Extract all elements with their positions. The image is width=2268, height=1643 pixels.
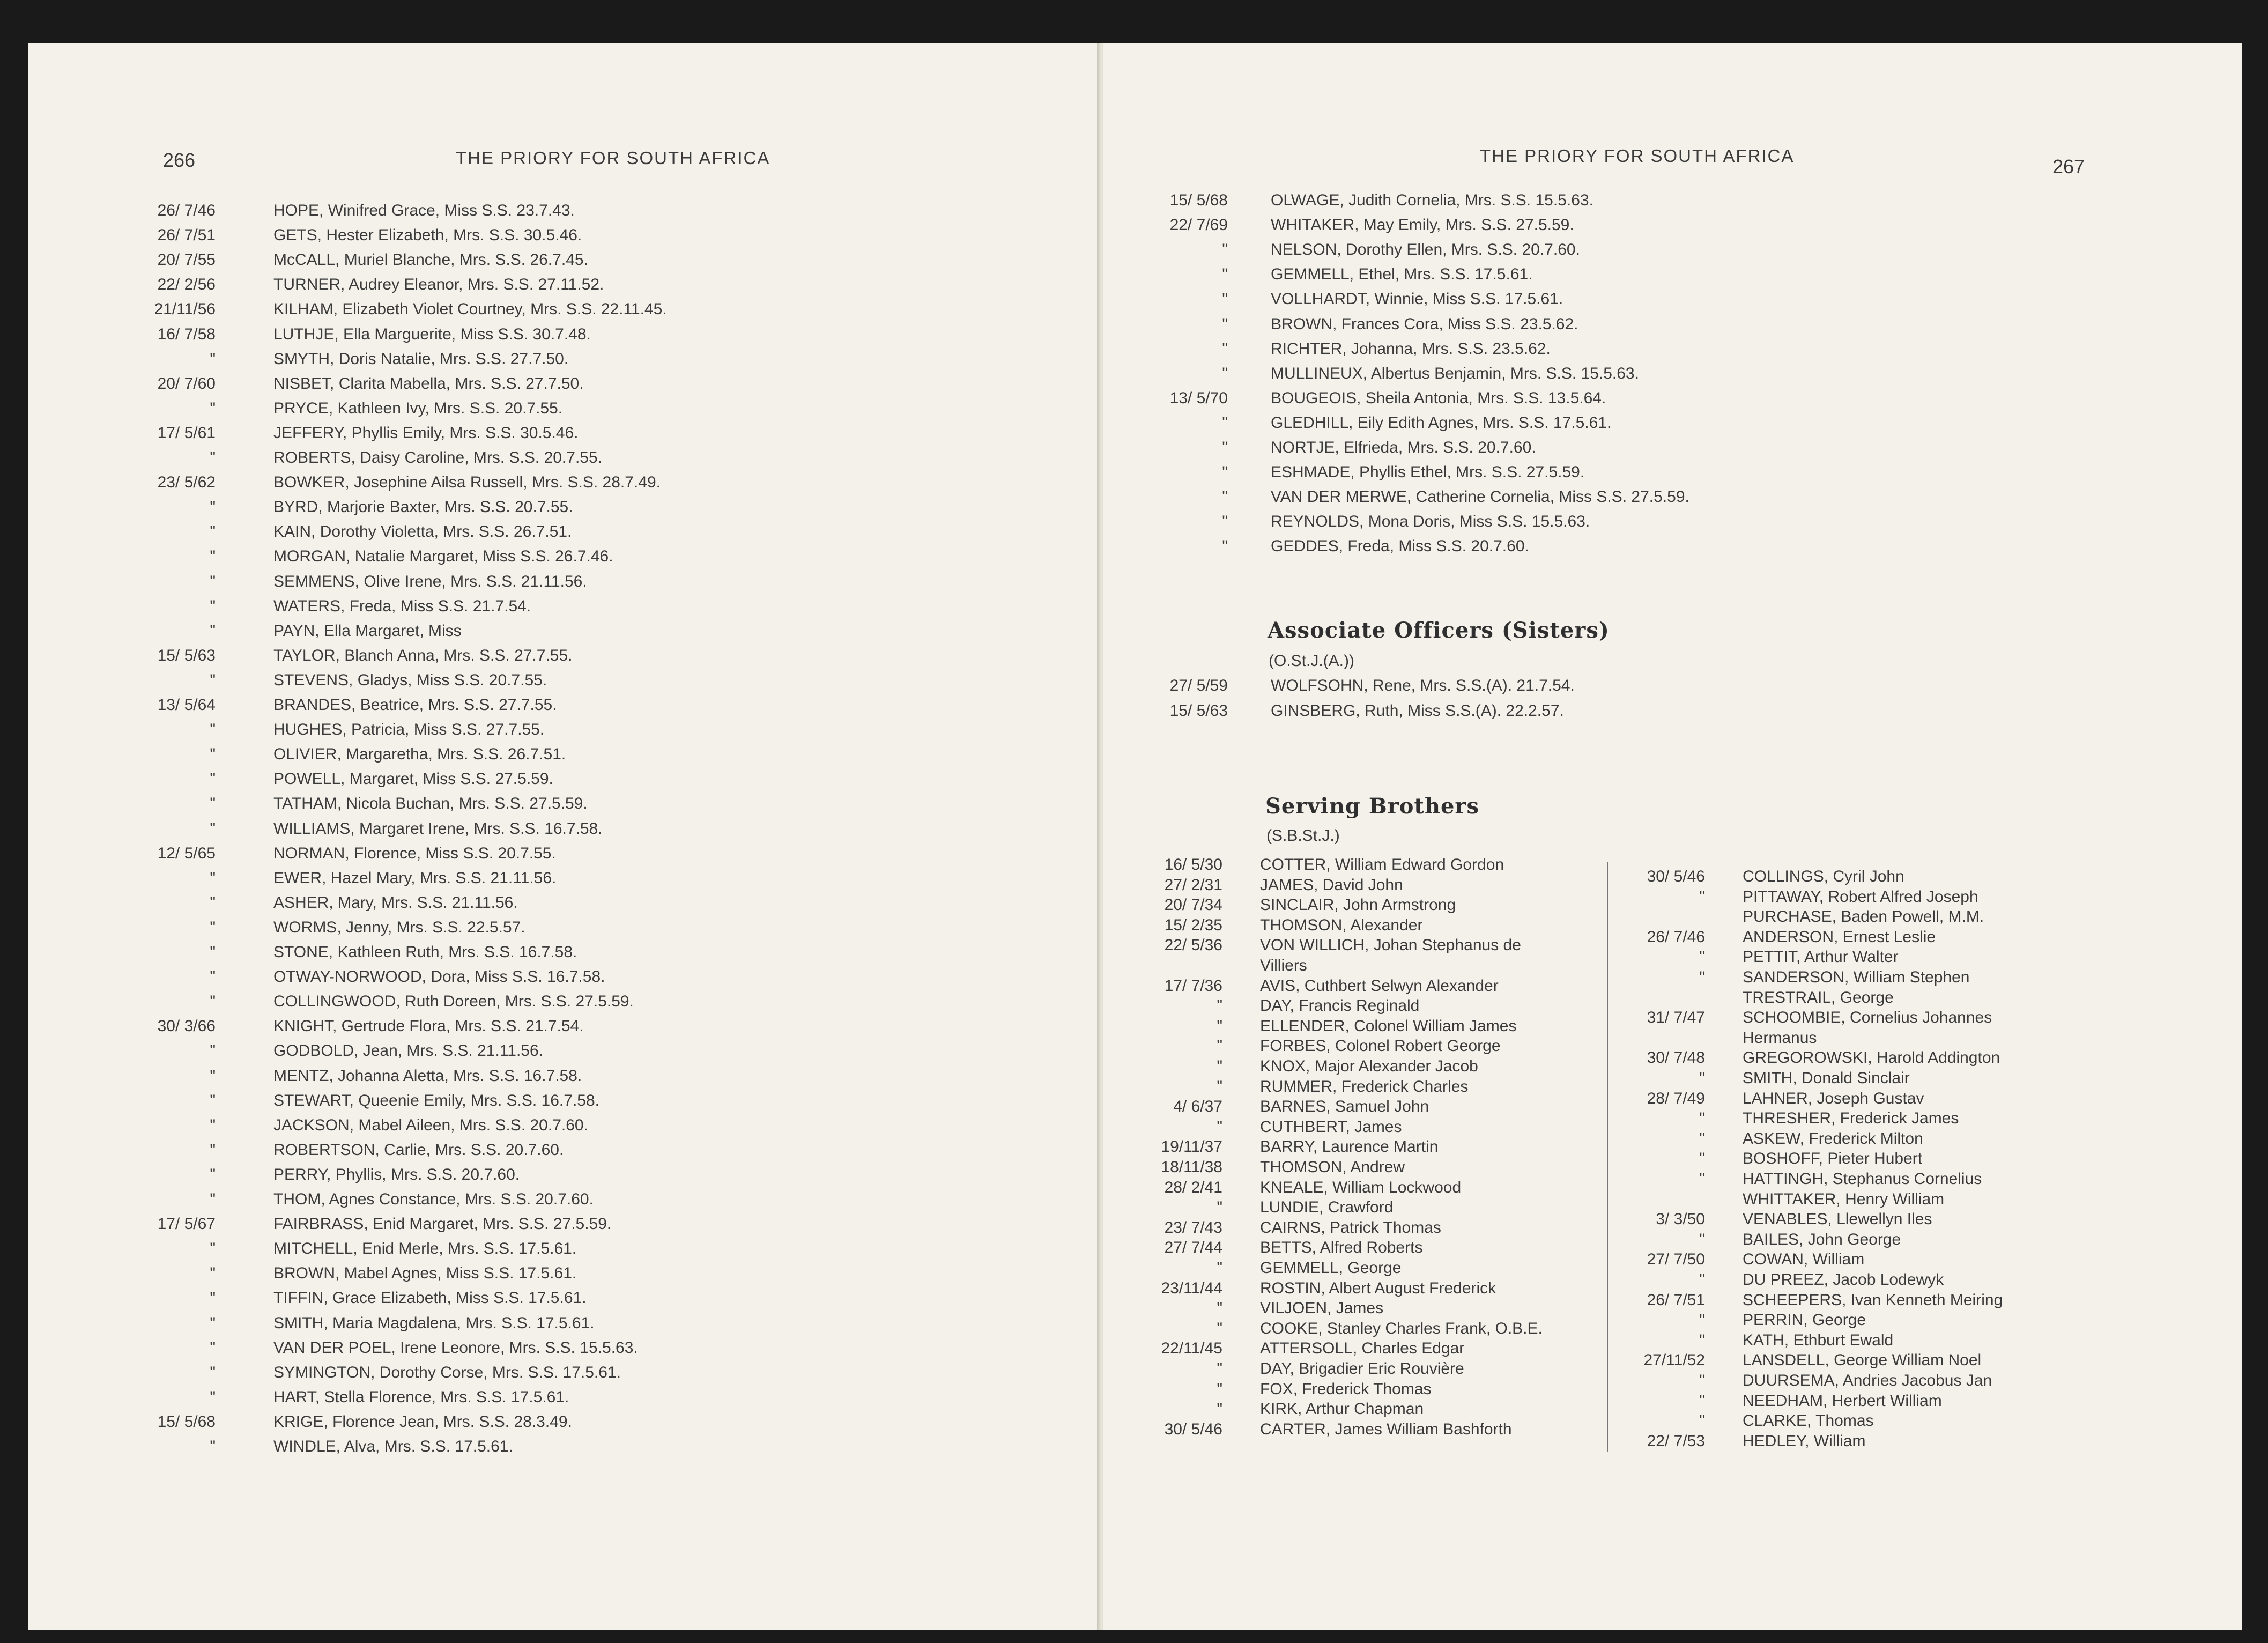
entry-name: ROSTIN, Albert August Frederick — [1260, 1279, 1496, 1297]
entry-date: " — [210, 869, 216, 887]
entry-name: VAN DER POEL, Irene Leonore, Mrs. S.S. 15.5.63. — [273, 1339, 638, 1357]
entry-date: 20/ 7/60 — [157, 375, 216, 393]
entry-date: " — [1217, 1037, 1222, 1055]
entry-date: " — [1699, 1392, 1705, 1410]
entry-date: 17/ 5/67 — [157, 1215, 216, 1233]
entry-date: 27/11/52 — [1643, 1351, 1705, 1369]
entry-date: 27/ 5/59 — [1169, 677, 1228, 694]
entry-date: " — [1217, 1017, 1222, 1035]
entry-date: " — [1217, 1299, 1222, 1317]
entry-name: REYNOLDS, Mona Doris, Miss S.S. 15.5.63. — [1271, 513, 1590, 530]
entry-name: KNOX, Major Alexander Jacob — [1260, 1057, 1478, 1075]
entry-date: 19/11/37 — [1161, 1138, 1222, 1156]
entry-name: MENTZ, Johanna Aletta, Mrs. S.S. 16.7.58. — [273, 1067, 582, 1085]
entry-name: GETS, Hester Elizabeth, Mrs. S.S. 30.5.46. — [273, 226, 582, 244]
entry-date: " — [1222, 537, 1228, 555]
entry-name: COTTER, William Edward Gordon — [1260, 856, 1504, 874]
entry-name: LAHNER, Joseph Gustav — [1743, 1090, 1924, 1107]
entry-name: BOWKER, Josephine Ailsa Russell, Mrs. S.S. 28.7.49. — [273, 473, 661, 491]
entry-date: 15/ 5/63 — [1169, 702, 1228, 720]
entry-date: " — [1699, 1170, 1705, 1188]
entry-name: OTWAY-NORWOOD, Dora, Miss S.S. 16.7.58. — [273, 968, 605, 986]
entry-name: THOMSON, Alexander — [1260, 916, 1423, 934]
entry-date: " — [210, 1166, 216, 1183]
entry-date: " — [210, 399, 216, 417]
entry-name: HUGHES, Patricia, Miss S.S. 27.7.55. — [273, 721, 545, 738]
entry-date: " — [1699, 1231, 1705, 1248]
entry-date: " — [210, 449, 216, 467]
entry-name: OLIVIER, Margaretha, Mrs. S.S. 26.7.51. — [273, 745, 566, 763]
entry-name: GEMMELL, George — [1260, 1259, 1402, 1277]
entry-name: WATERS, Freda, Miss S.S. 21.7.54. — [273, 597, 531, 615]
entry-name: BROWN, Frances Cora, Miss S.S. 23.5.62. — [1271, 315, 1578, 333]
entry-date: " — [1217, 1118, 1222, 1136]
entry-name: HART, Stella Florence, Mrs. S.S. 17.5.61. — [273, 1388, 569, 1406]
entry-name: GREGOROWSKI, Harold Addington — [1743, 1049, 2000, 1067]
entry-date: 4/ 6/37 — [1173, 1098, 1222, 1115]
entry-name: PURCHASE, Baden Powell, M.M. — [1743, 908, 1984, 926]
entry-date: 17/ 7/36 — [1164, 977, 1222, 995]
entry-name: PERRIN, George — [1743, 1311, 1866, 1329]
entry-date: " — [210, 671, 216, 689]
entry-date: " — [1222, 463, 1228, 481]
page-number-right: 267 — [2052, 156, 2085, 177]
entry-name: GLEDHILL, Eily Edith Agnes, Mrs. S.S. 17.5.61. — [1271, 414, 1612, 432]
entry-date: 22/ 7/69 — [1169, 216, 1228, 234]
entry-date: " — [210, 498, 216, 516]
entry-name: TAYLOR, Blanch Anna, Mrs. S.S. 27.7.55. — [273, 647, 573, 664]
entry-name: SEMMENS, Olive Irene, Mrs. S.S. 21.11.56. — [273, 573, 587, 590]
entry-date: 28/ 7/49 — [1647, 1090, 1705, 1107]
entry-date: " — [210, 795, 216, 812]
entry-name: FORBES, Colonel Robert George — [1260, 1037, 1501, 1055]
entry-date: " — [210, 573, 216, 590]
entry-name: PETTIT, Arthur Walter — [1743, 948, 1899, 966]
entry-name: BROWN, Mabel Agnes, Miss S.S. 17.5.61. — [273, 1264, 577, 1282]
entry-name: STONE, Kathleen Ruth, Mrs. S.S. 16.7.58. — [273, 943, 577, 961]
entry-name: MITCHELL, Enid Merle, Mrs. S.S. 17.5.61. — [273, 1240, 577, 1257]
entry-date: 16/ 7/58 — [157, 325, 216, 343]
entry-name: PAYN, Ella Margaret, Miss — [273, 622, 462, 640]
entry-name: TIFFIN, Grace Elizabeth, Miss S.S. 17.5.61. — [273, 1289, 587, 1307]
entry-date: " — [1217, 1320, 1222, 1337]
entry-date: " — [210, 1264, 216, 1282]
entry-date: 3/ 3/50 — [1656, 1210, 1705, 1228]
entry-name: BYRD, Marjorie Baxter, Mrs. S.S. 20.7.55. — [273, 498, 573, 516]
entry-name: JEFFERY, Phyllis Emily, Mrs. S.S. 30.5.46. — [273, 424, 579, 442]
entry-name: RICHTER, Johanna, Mrs. S.S. 23.5.62. — [1271, 340, 1551, 358]
entry-date: 13/ 5/70 — [1169, 389, 1228, 407]
entry-name: ROBERTSON, Carlie, Mrs. S.S. 20.7.60. — [273, 1141, 564, 1159]
entry-date: " — [210, 597, 216, 615]
entry-name: TURNER, Audrey Eleanor, Mrs. S.S. 27.11.52. — [273, 276, 604, 293]
entry-name: COWAN, William — [1743, 1250, 1865, 1268]
entry-name: GINSBERG, Ruth, Miss S.S.(A). 22.2.57. — [1271, 702, 1564, 720]
entry-name: WINDLE, Alva, Mrs. S.S. 17.5.61. — [273, 1438, 513, 1455]
entry-name: SMITH, Maria Magdalena, Mrs. S.S. 17.5.61. — [273, 1314, 595, 1332]
entry-date: " — [1699, 1109, 1705, 1127]
entry-name: COLLINGWOOD, Ruth Doreen, Mrs. S.S. 27.5.59. — [273, 993, 634, 1010]
entry-name: KIRK, Arthur Chapman — [1260, 1400, 1424, 1418]
entry-name: NELSON, Dorothy Ellen, Mrs. S.S. 20.7.60. — [1271, 241, 1580, 258]
entry-name: THRESHER, Frederick James — [1743, 1109, 1959, 1127]
entry-name: SCHOOMBIE, Cornelius Johannes — [1743, 1009, 1992, 1026]
entry-date: " — [210, 1289, 216, 1307]
entry-name: WILLIAMS, Margaret Irene, Mrs. S.S. 16.7.58. — [273, 820, 603, 838]
entry-date: " — [1217, 1360, 1222, 1378]
serving-brothers-abbrev: (S.B.St.J.) — [1266, 827, 1340, 845]
entry-name: GODBOLD, Jean, Mrs. S.S. 21.11.56. — [273, 1042, 543, 1060]
entry-name: HATTINGH, Stephanus Cornelius — [1743, 1170, 1982, 1188]
entry-date: " — [1217, 1198, 1222, 1216]
entry-date: " — [210, 1116, 216, 1134]
running-head-left: THE PRIORY FOR SOUTH AFRICA — [456, 148, 770, 168]
entry-name: CAIRNS, Patrick Thomas — [1260, 1219, 1441, 1237]
entry-name: BARRY, Laurence Martin — [1260, 1138, 1439, 1156]
entry-date: " — [1699, 968, 1705, 986]
entry-date: " — [210, 1067, 216, 1085]
entry-date: 31/ 7/47 — [1647, 1009, 1705, 1026]
entry-name: OLWAGE, Judith Cornelia, Mrs. S.S. 15.5.63. — [1271, 191, 1593, 209]
entry-date: " — [210, 919, 216, 936]
entry-name: VON WILLICH, Johan Stephanus de — [1260, 936, 1521, 954]
entry-name: ASKEW, Frederick Milton — [1743, 1130, 1923, 1148]
entry-name: ASHER, Mary, Mrs. S.S. 21.11.56. — [273, 894, 518, 912]
entry-name: SANDERSON, William Stephen — [1743, 968, 1970, 986]
entry-name: ESHMADE, Phyllis Ethel, Mrs. S.S. 27.5.59. — [1271, 463, 1585, 481]
entry-date: 23/ 5/62 — [157, 473, 216, 491]
entry-date: " — [1217, 1078, 1222, 1096]
entry-date: " — [210, 1141, 216, 1159]
entry-date: " — [1217, 1057, 1222, 1075]
entry-name: LUTHJE, Ella Marguerite, Miss S.S. 30.7.48. — [273, 325, 591, 343]
entry-name: BOUGEOIS, Sheila Antonia, Mrs. S.S. 13.5.64. — [1271, 389, 1606, 407]
entry-date: 13/ 5/64 — [157, 696, 216, 714]
entry-date: " — [1222, 513, 1228, 530]
entry-name: ATTERSOLL, Charles Edgar — [1260, 1339, 1465, 1357]
entry-date: " — [210, 1042, 216, 1060]
entry-name: KAIN, Dorothy Violetta, Mrs. S.S. 26.7.51. — [273, 523, 572, 541]
entry-name: VENABLES, Llewellyn Iles — [1743, 1210, 1932, 1228]
entry-name: FOX, Frederick Thomas — [1260, 1380, 1432, 1398]
entry-name: KILHAM, Elizabeth Violet Courtney, Mrs. S.S. 22.11.45. — [273, 300, 667, 318]
entry-date: " — [210, 1092, 216, 1109]
entry-name: NEEDHAM, Herbert William — [1743, 1392, 1942, 1410]
entry-date: " — [1217, 1380, 1222, 1398]
entry-date: 12/ 5/65 — [157, 845, 216, 862]
entry-name: LUNDIE, Crawford — [1260, 1198, 1394, 1216]
serving-brothers-heading: Serving Brothers — [1265, 794, 1479, 819]
entry-date: " — [210, 968, 216, 986]
entry-date: 17/ 5/61 — [157, 424, 216, 442]
entry-name: DAY, Brigadier Eric Rouvière — [1260, 1360, 1464, 1378]
entry-date: " — [210, 622, 216, 640]
entry-name: CLARKE, Thomas — [1743, 1412, 1874, 1430]
entry-name: McCALL, Muriel Blanche, Mrs. S.S. 26.7.45. — [273, 251, 588, 269]
entry-date: " — [1222, 488, 1228, 506]
entry-date: " — [210, 1339, 216, 1357]
entry-name: STEVENS, Gladys, Miss S.S. 20.7.55. — [273, 671, 547, 689]
entry-date: " — [1217, 1259, 1222, 1277]
entry-name: ANDERSON, Ernest Leslie — [1743, 928, 1936, 946]
entry-date: " — [1699, 1372, 1705, 1389]
entry-date: 15/ 5/63 — [157, 647, 216, 664]
entry-date: " — [210, 820, 216, 838]
entry-date: " — [1222, 439, 1228, 456]
entry-date: 22/ 2/56 — [157, 276, 216, 293]
entry-date: " — [210, 1240, 216, 1257]
entry-date: " — [1217, 997, 1222, 1015]
entry-name: DU PREEZ, Jacob Lodewyk — [1743, 1271, 1944, 1289]
entry-date: 28/ 2/41 — [1164, 1179, 1222, 1196]
entry-name: KNIGHT, Gertrude Flora, Mrs. S.S. 21.7.54. — [273, 1017, 584, 1035]
entry-date: 15/ 5/68 — [1169, 191, 1228, 209]
entry-date: " — [1222, 414, 1228, 432]
entry-name: KATH, Ethburt Ewald — [1743, 1331, 1894, 1349]
entry-name: ELLENDER, Colonel William James — [1260, 1017, 1517, 1035]
entry-name: BOSHOFF, Pieter Hubert — [1743, 1150, 1923, 1167]
entry-name: THOM, Agnes Constance, Mrs. S.S. 20.7.60. — [273, 1190, 594, 1208]
entry-name: VAN DER MERWE, Catherine Cornelia, Miss S.S. 27.5.59. — [1271, 488, 1689, 506]
entry-name: SMITH, Donald Sinclair — [1743, 1069, 1910, 1087]
entry-date: 22/ 7/53 — [1647, 1432, 1705, 1450]
entry-date: 20/ 7/55 — [157, 251, 216, 269]
entry-date: 30/ 7/48 — [1647, 1049, 1705, 1067]
entry-name: HEDLEY, William — [1743, 1432, 1866, 1450]
entry-date: 26/ 7/51 — [157, 226, 216, 244]
entry-date: " — [1699, 1331, 1705, 1349]
entry-name: KRIGE, Florence Jean, Mrs. S.S. 28.3.49. — [273, 1413, 572, 1431]
entry-date: " — [1699, 888, 1705, 906]
entry-date: " — [1699, 1412, 1705, 1430]
entry-date: " — [1222, 340, 1228, 358]
entry-date: 22/11/45 — [1161, 1339, 1222, 1357]
entry-name: BARNES, Samuel John — [1260, 1098, 1429, 1115]
entry-date: " — [210, 1190, 216, 1208]
entry-name: COOKE, Stanley Charles Frank, O.B.E. — [1260, 1320, 1543, 1337]
entry-name: NORTJE, Elfrieda, Mrs. S.S. 20.7.60. — [1271, 439, 1536, 456]
entry-date: 16/ 5/30 — [1164, 856, 1222, 874]
entry-date: 21/11/56 — [154, 300, 216, 318]
entry-date: " — [210, 993, 216, 1010]
entry-date: " — [210, 1388, 216, 1406]
entry-date: " — [210, 943, 216, 961]
entry-name: DAY, Francis Reginald — [1260, 997, 1420, 1015]
entry-name: POWELL, Margaret, Miss S.S. 27.5.59. — [273, 770, 553, 788]
entry-date: " — [1222, 365, 1228, 382]
entry-date: " — [210, 1438, 216, 1455]
page-number-left: 266 — [163, 149, 196, 171]
entry-name: ROBERTS, Daisy Caroline, Mrs. S.S. 20.7.55. — [273, 449, 602, 467]
entry-date: 15/ 2/35 — [1164, 916, 1222, 934]
entry-name: THOMSON, Andrew — [1260, 1158, 1405, 1176]
entry-name: JACKSON, Mabel Aileen, Mrs. S.S. 20.7.60. — [273, 1116, 588, 1134]
entry-date: " — [210, 1364, 216, 1381]
entry-date: " — [1222, 290, 1228, 308]
entry-date: " — [1222, 315, 1228, 333]
entry-name: WHITTAKER, Henry William — [1743, 1190, 1945, 1208]
entry-name: MORGAN, Natalie Margaret, Miss S.S. 26.7.46. — [273, 547, 613, 565]
entry-name: BETTS, Alfred Roberts — [1260, 1239, 1423, 1256]
entry-name: PRYCE, Kathleen Ivy, Mrs. S.S. 20.7.55. — [273, 399, 563, 417]
entry-name: FAIRBRASS, Enid Margaret, Mrs. S.S. 27.5.59. — [273, 1215, 612, 1233]
entry-name: SCHEEPERS, Ivan Kenneth Meiring — [1743, 1291, 2003, 1309]
entry-name: VOLLHARDT, Winnie, Miss S.S. 17.5.61. — [1271, 290, 1563, 308]
entry-date: " — [1222, 265, 1228, 283]
entry-date: 27/ 7/44 — [1164, 1239, 1222, 1256]
entry-name: PERRY, Phyllis, Mrs. S.S. 20.7.60. — [273, 1166, 520, 1183]
entry-name: VILJOEN, James — [1260, 1299, 1384, 1317]
entry-date: " — [210, 745, 216, 763]
entry-name: BRANDES, Beatrice, Mrs. S.S. 27.7.55. — [273, 696, 557, 714]
entry-date: 26/ 7/46 — [157, 202, 216, 219]
entry-date: 15/ 5/68 — [157, 1413, 216, 1431]
entry-date: " — [1699, 948, 1705, 966]
entry-name: HOPE, Winifred Grace, Miss S.S. 23.7.43. — [273, 202, 575, 219]
entry-name: SYMINGTON, Dorothy Corse, Mrs. S.S. 17.5.61. — [273, 1364, 621, 1381]
entry-date: " — [1699, 1150, 1705, 1167]
entry-name: TRESTRAIL, George — [1743, 989, 1894, 1006]
entry-date: " — [1699, 1311, 1705, 1329]
entry-date: " — [1217, 1400, 1222, 1418]
entry-date: " — [210, 1314, 216, 1332]
entry-name: WORMS, Jenny, Mrs. S.S. 22.5.57. — [273, 919, 525, 936]
running-head-right: THE PRIORY FOR SOUTH AFRICA — [1480, 146, 1795, 166]
entry-date: 20/ 7/34 — [1164, 896, 1222, 914]
entry-date: " — [210, 547, 216, 565]
entry-name: CUTHBERT, James — [1260, 1118, 1402, 1136]
entry-name: PITTAWAY, Robert Alfred Joseph — [1743, 888, 1978, 906]
entry-name: JAMES, David John — [1260, 876, 1403, 894]
entry-date: " — [210, 523, 216, 541]
entry-date: 22/ 5/36 — [1164, 936, 1222, 954]
entry-name: Villiers — [1260, 957, 1307, 974]
entry-name: CARTER, James William Bashforth — [1260, 1420, 1512, 1438]
entry-name: GEDDES, Freda, Miss S.S. 20.7.60. — [1271, 537, 1529, 555]
entry-name: AVIS, Cuthbert Selwyn Alexander — [1260, 977, 1499, 995]
entry-name: MULLINEUX, Albertus Benjamin, Mrs. S.S. 15.5.63. — [1271, 365, 1639, 382]
entry-date: " — [1699, 1130, 1705, 1148]
entry-date: " — [210, 770, 216, 788]
entry-name: DUURSEMA, Andries Jacobus Jan — [1743, 1372, 1992, 1389]
entry-date: 27/ 7/50 — [1647, 1250, 1705, 1268]
entry-date: " — [210, 350, 216, 368]
entry-name: SMYTH, Doris Natalie, Mrs. S.S. 27.7.50. — [273, 350, 569, 368]
entry-name: BAILES, John George — [1743, 1231, 1901, 1248]
entry-name: SINCLAIR, John Armstrong — [1260, 896, 1456, 914]
entry-date: " — [210, 721, 216, 738]
entry-name: WOLFSOHN, Rene, Mrs. S.S.(A). 21.7.54. — [1271, 677, 1575, 694]
entry-name: KNEALE, William Lockwood — [1260, 1179, 1462, 1196]
entry-name: COLLINGS, Cyril John — [1743, 868, 1904, 885]
entry-date: " — [210, 894, 216, 912]
entry-name: NISBET, Clarita Mabella, Mrs. S.S. 27.7.50. — [273, 375, 584, 393]
entry-name: NORMAN, Florence, Miss S.S. 20.7.55. — [273, 845, 556, 862]
entry-date: 18/11/38 — [1161, 1158, 1222, 1176]
entry-date: " — [1699, 1069, 1705, 1087]
entry-date: 30/ 5/46 — [1647, 868, 1705, 885]
entry-name: Hermanus — [1743, 1029, 1817, 1047]
entry-name: STEWART, Queenie Emily, Mrs. S.S. 16.7.58. — [273, 1092, 599, 1109]
entry-date: 26/ 7/51 — [1647, 1291, 1705, 1309]
entry-date: 30/ 3/66 — [157, 1017, 216, 1035]
entry-date: 23/ 7/43 — [1164, 1219, 1222, 1237]
entry-name: RUMMER, Frederick Charles — [1260, 1078, 1469, 1096]
associate-officers-heading: Associate Officers (Sisters) — [1268, 618, 1610, 643]
entry-name: LANSDELL, George William Noel — [1743, 1351, 1982, 1369]
entry-name: WHITAKER, May Emily, Mrs. S.S. 27.5.59. — [1271, 216, 1574, 234]
entry-date: 23/11/44 — [1161, 1279, 1222, 1297]
entry-date: 26/ 7/46 — [1647, 928, 1705, 946]
associate-officers-abbrev: (O.St.J.(A.)) — [1269, 652, 1354, 670]
entry-date: " — [1222, 241, 1228, 258]
entry-name: TATHAM, Nicola Buchan, Mrs. S.S. 27.5.59. — [273, 795, 588, 812]
entry-name: EWER, Hazel Mary, Mrs. S.S. 21.11.56. — [273, 869, 557, 887]
entry-date: " — [1699, 1271, 1705, 1289]
entry-date: 27/ 2/31 — [1164, 876, 1222, 894]
column-divider — [1607, 862, 1608, 1452]
entry-date: 30/ 5/46 — [1164, 1420, 1222, 1438]
entry-name: GEMMELL, Ethel, Mrs. S.S. 17.5.61. — [1271, 265, 1533, 283]
